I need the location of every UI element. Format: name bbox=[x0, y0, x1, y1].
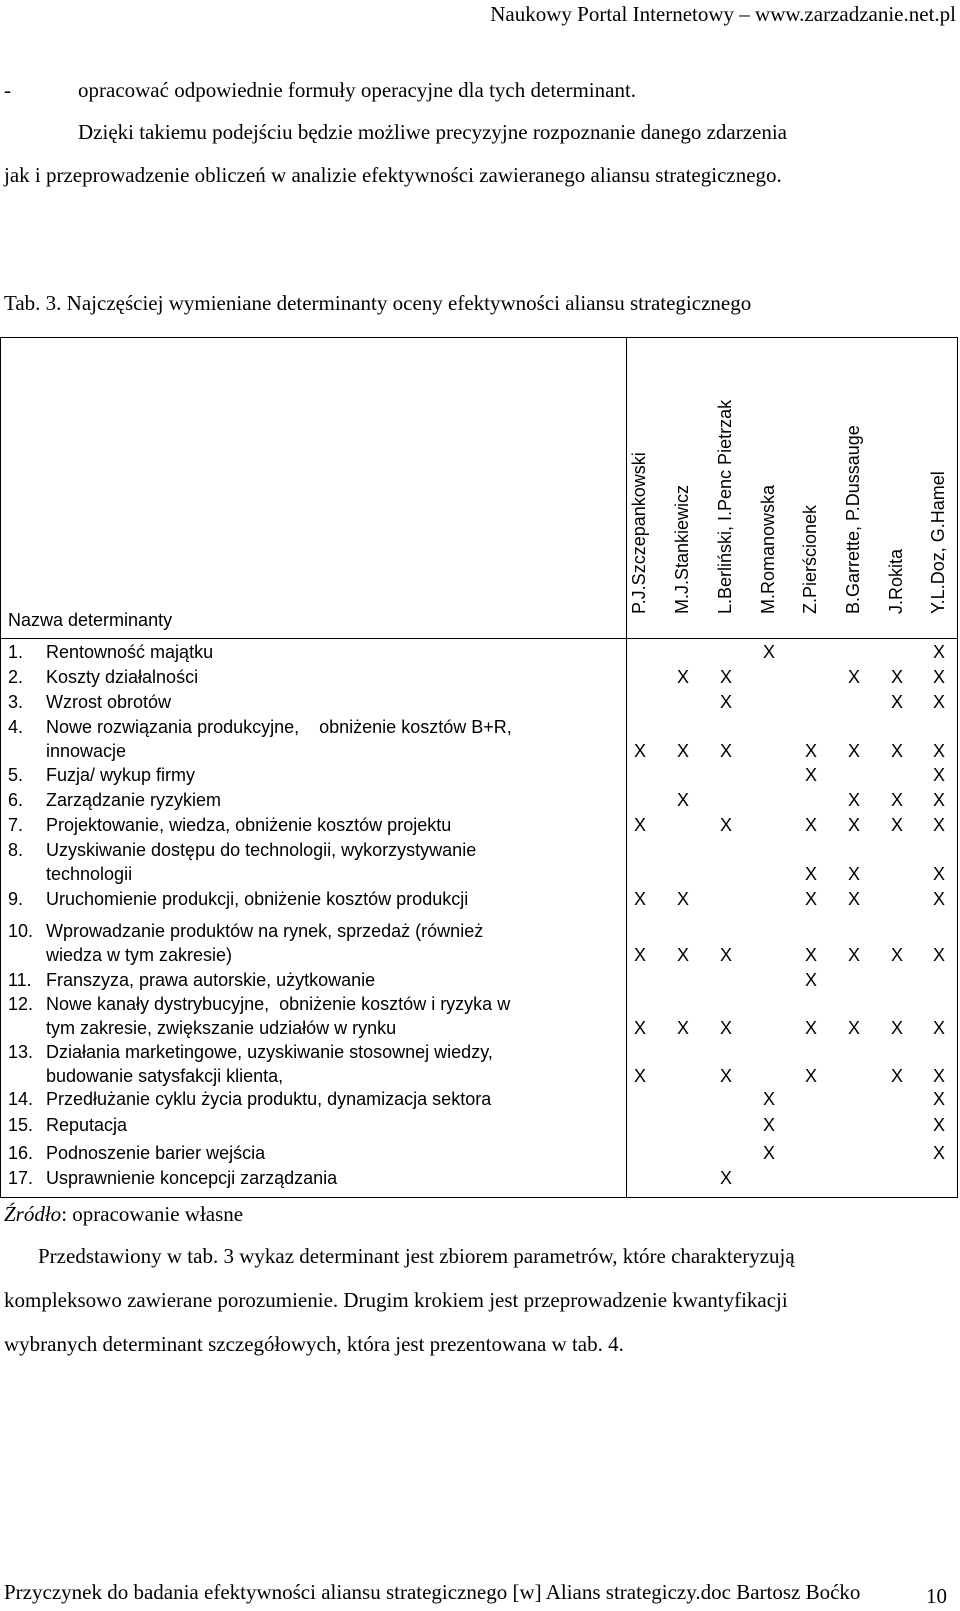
cell-mark: X bbox=[847, 815, 860, 835]
author-name: P.J.Szczepankowski bbox=[629, 452, 649, 614]
cell-mark: X bbox=[633, 1066, 646, 1086]
cell-mark: X bbox=[932, 889, 945, 909]
page-number: 10 bbox=[926, 1584, 947, 1608]
row-text-line bbox=[8, 765, 195, 786]
cell-mark: X bbox=[890, 945, 903, 965]
cell-mark: X bbox=[719, 1066, 732, 1086]
cell-mark: X bbox=[719, 815, 732, 835]
cell-mark: X bbox=[890, 692, 903, 712]
row-number: 6. bbox=[8, 790, 24, 810]
row-text-line bbox=[8, 1143, 265, 1164]
table-source bbox=[4, 1202, 243, 1227]
row-label: Uzyskiwanie dostępu do technologii, wykorzystywanie bbox=[46, 840, 477, 860]
cell-mark: X bbox=[719, 692, 732, 712]
row-label: Fuzja/ wykup firmy bbox=[46, 765, 196, 785]
row-label: Reputacja bbox=[46, 1115, 128, 1135]
row-number: 13. bbox=[8, 1042, 34, 1062]
author-name: Y.L.Doz, G.Hamel bbox=[928, 471, 948, 614]
outro-line-3: wybranych determinant szczegółowych, która jest prezentowana w tab. 4. bbox=[4, 1332, 624, 1356]
row-text-line bbox=[8, 692, 171, 713]
cell-mark: X bbox=[804, 889, 817, 909]
cell-mark: X bbox=[804, 1066, 817, 1086]
cell-mark: X bbox=[932, 667, 945, 687]
row-number: 12. bbox=[8, 994, 34, 1014]
row-text-line bbox=[8, 864, 132, 885]
row-text-line bbox=[8, 1018, 396, 1039]
row-number: 3. bbox=[8, 692, 24, 712]
row-number: 1. bbox=[8, 642, 24, 662]
cell-mark: X bbox=[804, 945, 817, 965]
cell-mark: X bbox=[847, 1018, 860, 1038]
row-text-line bbox=[8, 1042, 493, 1063]
table-caption: Tab. 3. Najczęściej wymieniane determinanty oceny efektywności aliansu strategicznego bbox=[4, 291, 752, 315]
cell-mark: X bbox=[932, 1115, 945, 1135]
cell-mark: X bbox=[762, 642, 775, 662]
row-text-line bbox=[8, 741, 126, 762]
table-column-divider bbox=[626, 337, 627, 1197]
column-header-determinant-name: Nazwa determinanty bbox=[8, 610, 173, 630]
cell-mark: X bbox=[932, 642, 945, 662]
row-number: 14. bbox=[8, 1089, 34, 1109]
cell-mark: X bbox=[890, 1066, 903, 1086]
cell-mark: X bbox=[676, 741, 689, 761]
cell-mark: X bbox=[719, 1168, 732, 1188]
row-text-line bbox=[8, 642, 213, 663]
cell-mark: X bbox=[932, 945, 945, 965]
cell-mark: X bbox=[890, 741, 903, 761]
row-number: 17. bbox=[8, 1168, 34, 1188]
cell-mark: X bbox=[804, 970, 817, 990]
row-label: Usprawnienie koncepcji zarządzania bbox=[46, 1168, 338, 1188]
cell-mark: X bbox=[719, 1018, 732, 1038]
site-header: Naukowy Portal Internetowy – www.zarzadzanie.net.pl bbox=[490, 2, 956, 26]
cell-mark: X bbox=[847, 945, 860, 965]
row-label: innowacje bbox=[46, 741, 127, 761]
cell-mark: X bbox=[932, 815, 945, 835]
row-label: Działania marketingowe, uzyskiwanie stosownej wiedzy, bbox=[46, 1042, 493, 1062]
cell-mark: X bbox=[890, 790, 903, 810]
cell-mark: X bbox=[932, 765, 945, 785]
cell-mark: X bbox=[762, 1089, 775, 1109]
cell-mark: X bbox=[633, 815, 646, 835]
cell-mark: X bbox=[932, 790, 945, 810]
bullet-dash: - bbox=[4, 78, 11, 102]
cell-mark: X bbox=[633, 741, 646, 761]
cell-mark: X bbox=[932, 692, 945, 712]
row-text-line bbox=[8, 815, 451, 836]
row-label: Przedłużanie cyklu życia produktu, dynamizacja sektora bbox=[46, 1089, 492, 1109]
cell-mark: X bbox=[804, 815, 817, 835]
author-name: M.J.Stankiewicz bbox=[672, 484, 692, 614]
cell-mark: X bbox=[762, 1143, 775, 1163]
row-text-line bbox=[8, 945, 232, 966]
cell-mark: X bbox=[932, 1018, 945, 1038]
row-label: Uruchomienie produkcji, obniżenie kosztów produkcji bbox=[46, 889, 469, 909]
row-text-line bbox=[8, 970, 375, 991]
cell-mark: X bbox=[804, 765, 817, 785]
row-text-line bbox=[8, 840, 476, 861]
cell-mark: X bbox=[719, 667, 732, 687]
row-label: Koszty działalności bbox=[46, 667, 199, 687]
outro-line-1: Przedstawiony w tab. 3 wykaz determinant jest zbiorem parametrów, które charakteryzują bbox=[38, 1244, 795, 1268]
row-text-line bbox=[8, 1115, 127, 1136]
row-text-line bbox=[8, 921, 483, 942]
outro-line-2: kompleksowo zawierane porozumienie. Drugim krokiem jest przeprowadzenie kwantyfikacji bbox=[4, 1288, 788, 1312]
table-header-rule bbox=[0, 638, 958, 639]
row-text-line bbox=[8, 1066, 283, 1087]
cell-mark: X bbox=[847, 864, 860, 884]
table-bottom-rule bbox=[0, 1197, 958, 1198]
cell-mark: X bbox=[676, 1018, 689, 1038]
row-label: Wzrost obrotów bbox=[46, 692, 172, 712]
author-name: L.Berliński, I.Penc Pietrzak bbox=[715, 399, 735, 614]
cell-mark: X bbox=[676, 945, 689, 965]
source-text: : opracowanie własne bbox=[61, 1202, 244, 1226]
row-label: Podnoszenie barier wejścia bbox=[46, 1143, 266, 1163]
author-name: B.Garrette, P.Dussauge bbox=[843, 425, 863, 614]
row-number: 8. bbox=[8, 840, 24, 860]
row-text-line bbox=[8, 717, 512, 738]
document-footer: Przyczynek do badania efektywności aliansu strategicznego [w] Alians strategiczy.doc Bartosz Boćko bbox=[4, 1580, 861, 1604]
cell-mark: X bbox=[932, 741, 945, 761]
cell-mark: X bbox=[847, 889, 860, 909]
row-number: 5. bbox=[8, 765, 24, 785]
cell-mark: X bbox=[762, 1115, 775, 1135]
row-label: Franszyza, prawa autorskie, użytkowanie bbox=[46, 970, 376, 990]
row-label: Projektowanie, wiedza, obniżenie kosztów projektu bbox=[46, 815, 452, 835]
cell-mark: X bbox=[847, 667, 860, 687]
row-number: 15. bbox=[8, 1115, 34, 1135]
row-text-line bbox=[8, 790, 221, 811]
row-label: Nowe kanały dystrybucyjne, obniżenie kosztów i ryzyka w bbox=[46, 994, 511, 1014]
cell-mark: X bbox=[932, 1066, 945, 1086]
row-number: 10. bbox=[8, 921, 34, 941]
source-label: Źródło bbox=[4, 1202, 62, 1226]
intro-paragraph-line-2: jak i przeprowadzenie obliczeń w analizie efektywności zawieranego aliansu strategicznego. bbox=[4, 163, 782, 187]
row-text-line bbox=[8, 994, 510, 1015]
cell-mark: X bbox=[676, 790, 689, 810]
cell-mark: X bbox=[932, 1089, 945, 1109]
row-label: Zarządzanie ryzykiem bbox=[46, 790, 222, 810]
row-label: technologii bbox=[46, 864, 133, 884]
cell-mark: X bbox=[932, 1143, 945, 1163]
bullet-text: opracować odpowiednie formuły operacyjne dla tych determinant. bbox=[78, 78, 637, 102]
cell-mark: X bbox=[890, 815, 903, 835]
row-text-line bbox=[8, 667, 198, 688]
cell-mark: X bbox=[890, 667, 903, 687]
row-label: Rentowność majątku bbox=[46, 642, 214, 662]
intro-paragraph-line-1: Dzięki takiemu podejściu będzie możliwe precyzyjne rozpoznanie danego zdarzenia bbox=[78, 120, 788, 144]
cell-mark: X bbox=[804, 1018, 817, 1038]
cell-mark: X bbox=[804, 741, 817, 761]
row-text-line bbox=[8, 1089, 491, 1110]
cell-mark: X bbox=[633, 945, 646, 965]
row-number: 11. bbox=[8, 970, 32, 990]
row-number: 16. bbox=[8, 1143, 34, 1163]
row-text-line bbox=[8, 1168, 337, 1189]
cell-mark: X bbox=[804, 864, 817, 884]
cell-mark: X bbox=[719, 741, 732, 761]
row-label: budowanie satysfakcji klienta, bbox=[46, 1066, 284, 1086]
cell-mark: X bbox=[676, 889, 689, 909]
row-label: tym zakresie, zwiększanie udziałów w rynku bbox=[46, 1018, 397, 1038]
cell-mark: X bbox=[676, 667, 689, 687]
row-number: 7. bbox=[8, 815, 24, 835]
author-name: M.Romanowska bbox=[758, 484, 778, 614]
cell-mark: X bbox=[847, 741, 860, 761]
row-label: wiedza w tym zakresie) bbox=[46, 945, 233, 965]
author-name: Z.Pierścionek bbox=[800, 504, 820, 614]
cell-mark: X bbox=[719, 945, 732, 965]
row-number: 4. bbox=[8, 717, 24, 737]
cell-mark: X bbox=[890, 1018, 903, 1038]
cell-mark: X bbox=[932, 864, 945, 884]
row-text-line bbox=[8, 889, 468, 910]
cell-mark: X bbox=[633, 1018, 646, 1038]
row-number: 9. bbox=[8, 889, 24, 909]
row-label: Nowe rozwiązania produkcyjne, obniżenie kosztów B+R, bbox=[46, 717, 512, 737]
author-name: J.Rokita bbox=[886, 548, 906, 614]
cell-mark: X bbox=[847, 790, 860, 810]
row-number: 2. bbox=[8, 667, 24, 687]
cell-mark: X bbox=[633, 889, 646, 909]
row-label: Wprowadzanie produktów na rynek, sprzedaż (również bbox=[46, 921, 484, 941]
